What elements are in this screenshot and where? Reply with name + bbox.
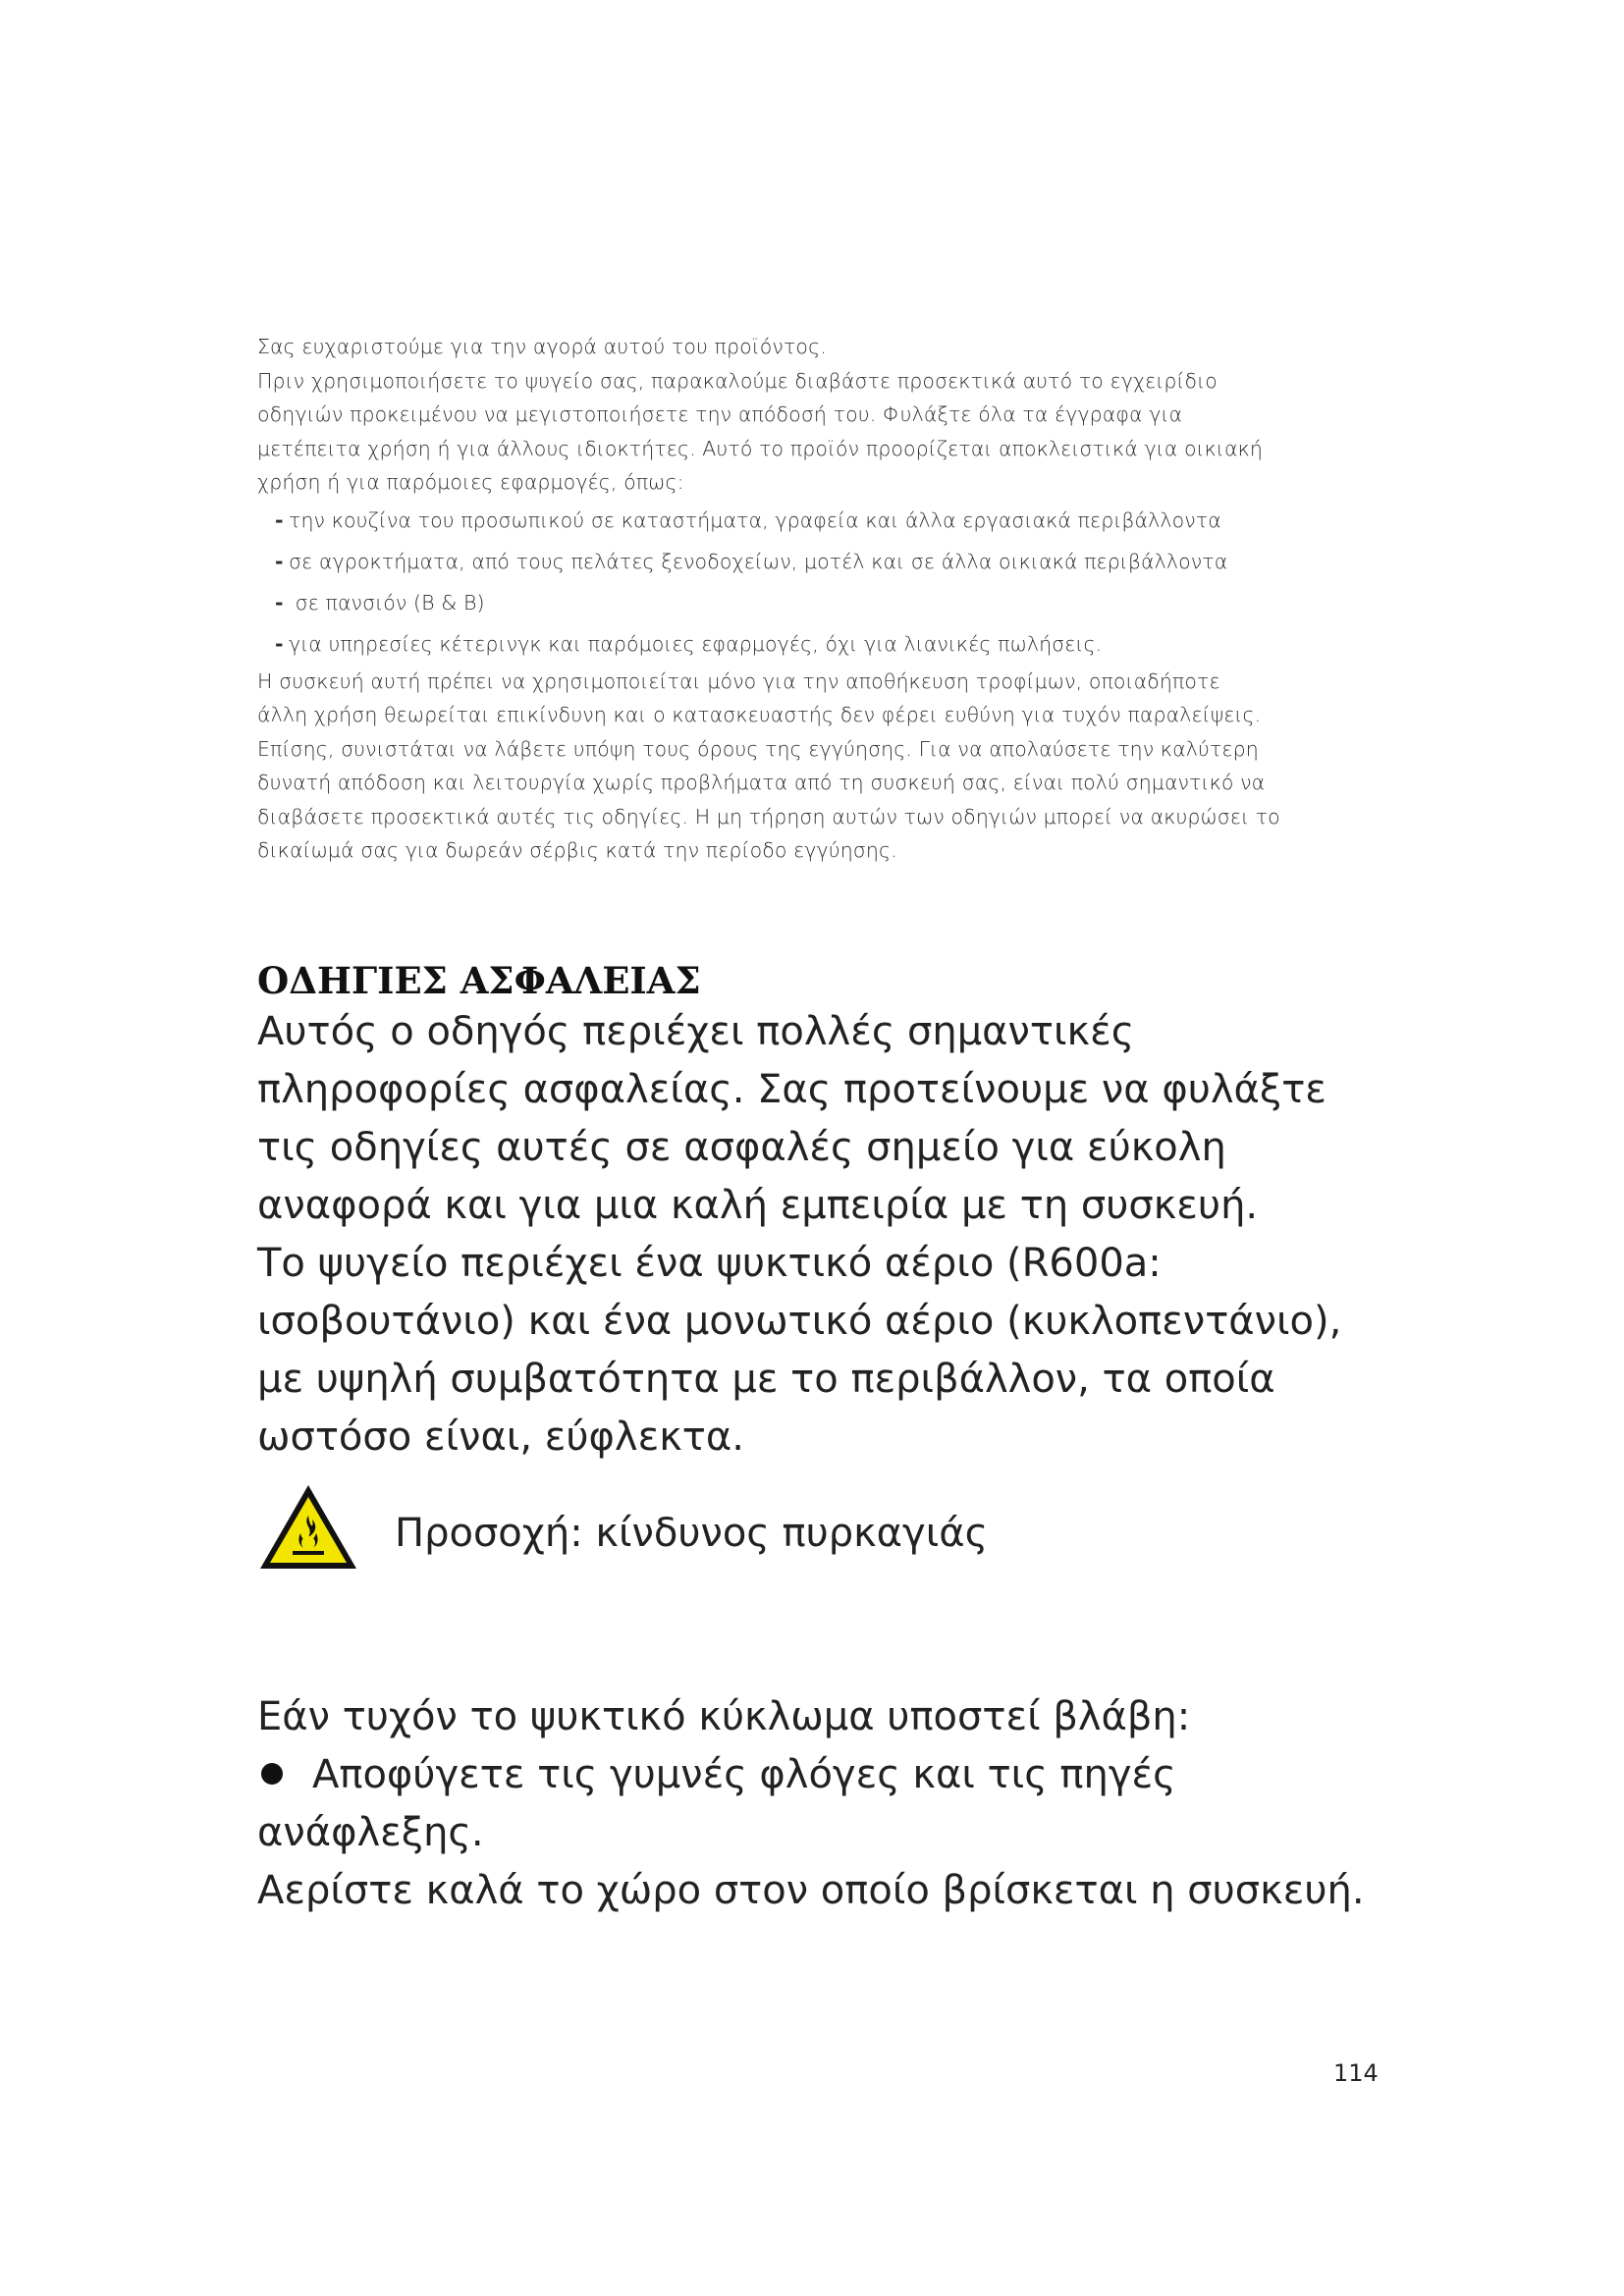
usage-list xyxy=(257,500,1367,665)
safety-paragraph xyxy=(257,1003,1416,1467)
bullet-dot-icon xyxy=(261,1763,283,1785)
intro-closing-line: Επίσης, συνιστάται να λάβετε υπόψη τους όρους της εγγύησης. Για να απολαύσετε την καλύτερη xyxy=(257,736,1259,761)
intro-closing-line: δικαίωμά σας για δωρεάν σέρβις κατά την περίοδο εγγύησης. xyxy=(257,838,897,862)
intro-line: χρήση ή για παρόμοιες εφαρμογές, όπως: xyxy=(257,470,684,494)
intro-line: Πριν χρησιμοποιήσετε το ψυγείο σας, παρακαλούμε διαβάστε προσεκτικά αυτό το εγχειρίδιο xyxy=(257,368,1218,393)
leak-instructions xyxy=(257,1688,1435,1920)
warning-text: Προσοχή: κίνδυνος πυρκαγιάς xyxy=(395,1511,989,1556)
fire-warning xyxy=(257,1482,1337,1580)
safety-line: τις οδηγίες αυτές σε ασφαλές σημείο για εύκολη xyxy=(257,1125,1226,1170)
intro-line: Σας ευχαριστούμε για την αγορά αυτού του προϊόντος. xyxy=(257,335,827,358)
intro-line: οδηγιών προκειμένου να μεγιστοποιήσετε την απόδοσή του. Φυλάξτε όλα τα έγγραφα για xyxy=(257,402,1183,426)
dash-marker: - xyxy=(275,590,284,614)
list-item: - για υπηρεσίες κέτερινγκ και παρόμοιες εφαρμογές, όχι για λιανικές πωλήσεις. xyxy=(275,623,1367,665)
list-item: - σε αγροκτήματα, από τους πελάτες ξενοδοχείων, μοτέλ και σε άλλα οικιακά περιβάλλοντα xyxy=(275,541,1367,582)
safety-line: Αυτός ο οδηγός περιέχει πολλές σημαντικές xyxy=(257,1009,1135,1054)
list-item: - σε πανσιόν (B & B) xyxy=(275,582,1367,623)
intro-closing-line: δυνατή απόδοση και λειτουργία χωρίς προβλήματα από τη συσκευή σας, είναι πολύ σημαντικό να xyxy=(257,771,1266,794)
leak-intro: Εάν τυχόν το ψυκτικό κύκλωμα υποστεί βλάβη: xyxy=(257,1694,1191,1739)
intro-section xyxy=(257,330,1367,868)
safety-heading: ΟΔΗΓΙΕΣ ΑΣΦΑΛΕΙΑΣ xyxy=(257,959,701,1002)
safety-line: αναφορά και για μια καλή εμπειρία με τη συσκευή. xyxy=(257,1183,1259,1228)
dash-marker: - xyxy=(275,631,284,656)
safety-line: ωστόσο είναι, εύφλεκτα. xyxy=(257,1415,744,1460)
list-item: - την κουζίνα του προσωπικού σε καταστήματα, γραφεία και άλλα εργασιακά περιβάλλοντα xyxy=(275,500,1367,541)
intro-closing-line: άλλη χρήση θεωρείται επικίνδυνη και ο κατασκευαστής δεν φέρει ευθύνη για τυχόν παραλείψεις. xyxy=(257,703,1262,726)
safety-line: ισοβουτάνιο) και ένα μονωτικό αέριο (κυκλοπεντάνιο), xyxy=(257,1299,1342,1344)
safety-line: Το ψυγείο περιέχει ένα ψυκτικό αέριο (R600a: xyxy=(257,1241,1162,1286)
intro-line: μετέπειτα χρήση ή για άλλους ιδιοκτήτες. Αυτό το προϊόν προορίζεται αποκλειστικά για οικιακή xyxy=(257,436,1263,460)
flammable-warning-icon xyxy=(257,1482,359,1573)
leak-line: ανάφλεξης. xyxy=(257,1810,484,1855)
list-item: Αποφύγετε τις γυμνές φλόγες και τις πηγές xyxy=(257,1746,1435,1804)
safety-line: με υψηλή συμβατότητα με το περιβάλλον, τα οποία xyxy=(257,1357,1275,1402)
safety-line: πληροφορίες ασφαλείας. Σας προτείνουμε να φυλάξτε xyxy=(257,1067,1326,1112)
leak-line: Αερίστε καλά το χώρο στον οποίο βρίσκεται η συσκευή. xyxy=(257,1868,1365,1913)
dash-marker: - xyxy=(275,549,284,573)
intro-closing-line: διαβάσετε προσεκτικά αυτές τις οδηγίες. Η μη τήρηση αυτών των οδηγιών μπορεί να ακυρώσει το xyxy=(257,804,1280,828)
intro-closing-line: Η συσκευή αυτή πρέπει να χρησιμοποιείται μόνο για την αποθήκευση τροφίμων, οποιαδήποτε xyxy=(257,668,1220,693)
dash-marker: - xyxy=(275,507,284,532)
page-number: 114 xyxy=(1333,2059,1379,2087)
